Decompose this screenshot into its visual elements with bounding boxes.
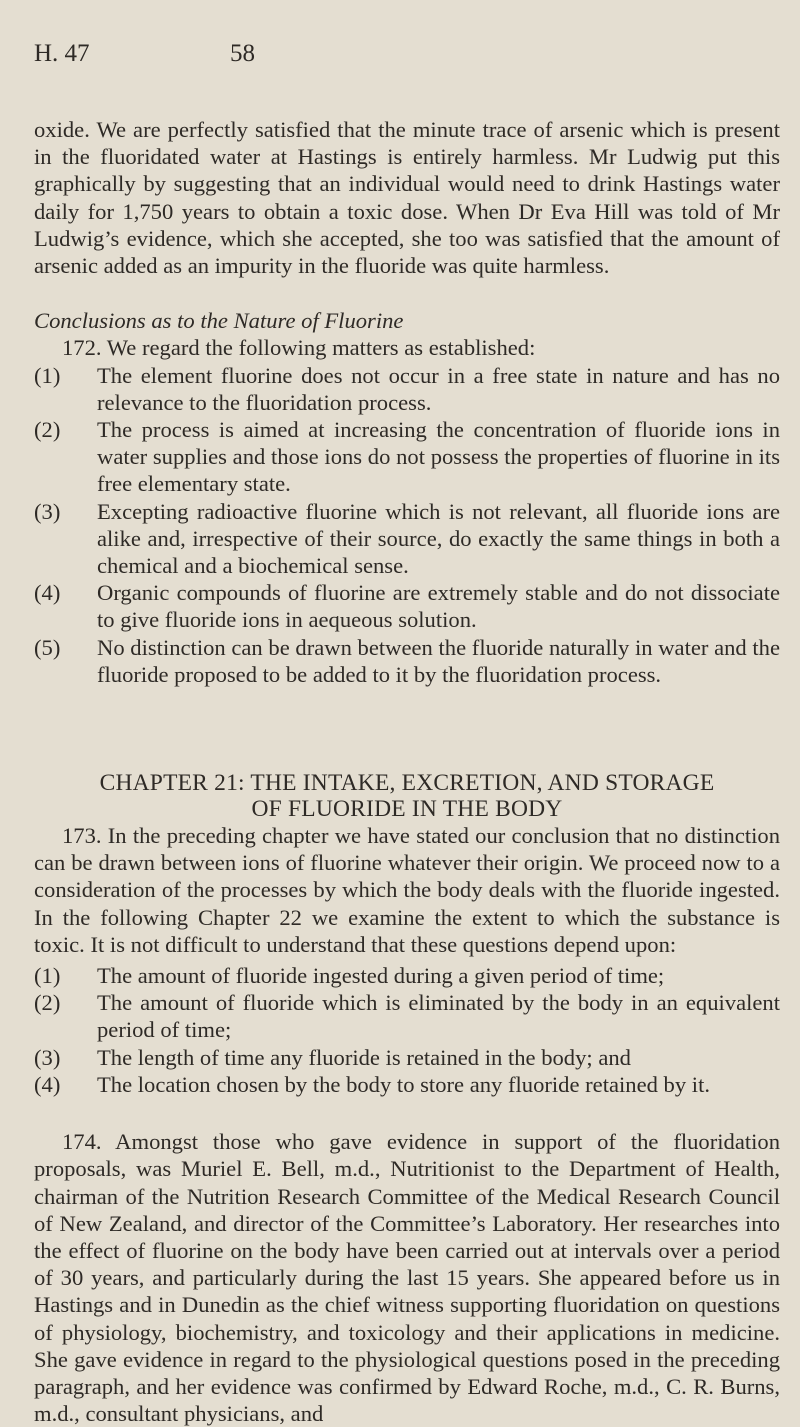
list-marker: (5) [34,634,61,660]
list-marker: (3) [34,498,61,524]
intro-paragraph: oxide. We are perfectly satisfied that the minute trace of arsenic which is present in the fluoridated water at Hastings is entirely harmless. Mr Ludwig put this graphically by suggesting that an individual would need to drink Hastings water daily for 1,750 years to obtain a toxic dose. When Dr Eva Hill was told of Mr Ludwig’s evidence, which she accepted, she too was satisfied that the amount of arsenic added as an impurity in the fluoride was quite harmless. [34,117,780,279]
list-marker: (2) [34,417,61,443]
chapter-title-line-2: OF FLUORIDE IN THE BODY [251,796,563,823]
chapter-title-line-1: CHAPTER 21: THE INTAKE, EXCRETION, AND STORAGE [99,770,715,797]
list-item [34,1044,780,1071]
list-item-text: The amount of fluoride which is eliminated by the body in an equivalent period of time; [97,990,780,1043]
list-item-text: Excepting radioactive fluorine which is not relevant, all fluoride ions are alike and, irrespective of their source, do exactly the same things in both a chemical and a biochemical sense. [97,498,780,579]
list-marker: (4) [34,1071,61,1097]
paragraph-173: 173. In the preceding chapter we have stated our conclusion that no distinction can be drawn between ions of fluorine whatever their origin. We proceed now to a consideration of the processes by which the body deals with the fluoride ingested. In the following Chapter 22 we examine the extent to which the substance is toxic. It is not difficult to understand that these questions depend upon: [34,823,780,957]
paragraph-172-lead: 172. We regard the following matters as established: [62,335,536,361]
list-item-text: The amount of fluoride ingested during a given period of time; [97,963,665,989]
questions-list [34,962,780,1098]
document-reference: H. 47 [34,40,90,67]
list-item-text: The location chosen by the body to store any fluoride retained by it. [97,1071,710,1097]
list-item [34,1071,780,1098]
list-marker: (1) [34,362,61,388]
page-body [34,116,780,1427]
list-item-text: The element fluorine does not occur in a free state in nature and has no relevance to the fluoridation process. [97,362,780,415]
section-heading: Conclusions as to the Nature of Fluorine [34,308,404,334]
page-number: 58 [230,40,255,67]
list-item [34,989,780,1043]
list-item [34,362,780,416]
list-item-text: Organic compounds of fluorine are extremely stable and do not dissociate to give fluoride ions in aequeous solution. [97,580,780,633]
list-marker: (1) [34,963,61,989]
conclusions-list [34,362,780,688]
list-item-text: The process is aimed at increasing the concentration of fluoride ions in water supplies and those ions do not possess the properties of fluorine in its free elementary state. [97,417,780,497]
list-item [34,579,780,633]
list-item-text: The length of time any fluoride is retained in the body; and [97,1044,631,1070]
list-marker: (2) [34,990,61,1016]
list-marker: (4) [34,580,61,606]
list-item [34,634,780,688]
list-item-text: No distinction can be drawn between the fluoride naturally in water and the fluoride proposed to be added to it by the fluoridation process. [97,634,780,687]
list-item [34,416,780,498]
list-item [34,962,780,989]
paragraph-174: 174. Amongst those who gave evidence in support of the fluoridation proposals, was Muriel E. Bell, m.d., Nutritionist to the Department of Health, chairman of the Nutrition Research Committee of the Medical Research Council of New Zealand, and director of the Committee’s Laboratory. Her researches into the effect of fluorine on the body have been carried out at intervals over a period of 30 years, and particularly during the last 15 years. She appeared before us in Hastings and in Dunedin as the chief witness supporting fluoridation on questions of physiology, biochemistry, and toxicology and their applications in medicine. She gave evidence in regard to the physiological questions posed in the preceding paragraph, and her evidence was confirmed by Edward Roche, m.d., C. R. Burns, m.d., consultant physicians, and [34,1129,780,1427]
list-marker: (3) [34,1044,61,1070]
list-item [34,498,780,580]
